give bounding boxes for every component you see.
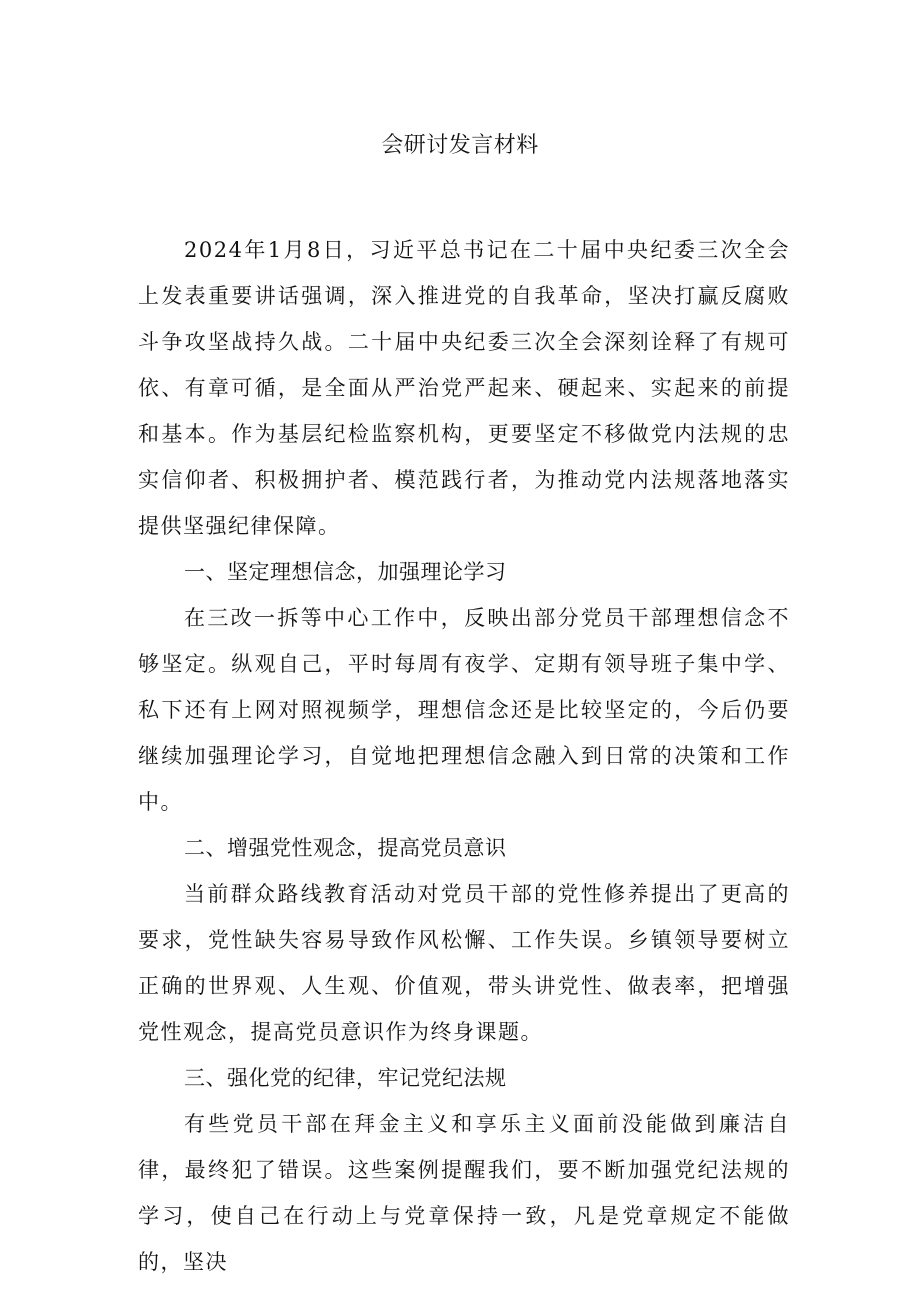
section-3-heading: 三、强化党的纪律，牢记党纪法规: [184, 1066, 507, 1090]
section-1-paragraph: 在三改一拆等中心工作中，反映出部分党员干部理想信念不够坚定。纵观自己，平时每周有夜学、定期有领导班子集中学、私下还有上网对照视频学，理想信念还是比较坚定的，今后仍要继续加强理论学习，自觉地把理想信念融入到日常的决策和工作中。: [138, 606, 790, 814]
section-1-heading: 一、坚定理想信念，加强理论学习: [184, 560, 507, 584]
document-body: [138, 227, 790, 1285]
section-2-paragraph: 当前群众路线教育活动对党员干部的党性修养提出了更高的要求，党性缺失容易导致作风松懈、工作失误。乡镇领导要树立正确的世界观、人生观、价值观，带头讲党性、做表率，把增强党性观念，提高党员意识作为终身课题。: [138, 882, 790, 1044]
document-title: 会研讨发言材料: [381, 133, 539, 158]
section-2-heading: 二、增强党性观念，提高党员意识: [184, 836, 507, 860]
intro-paragraph: 2024年1月8日，习近平总书记在二十届中央纪委三次全会上发表重要讲话强调，深入推进党的自我革命，坚决打赢反腐败斗争攻坚战持久战。二十届中央纪委三次全会深刻诠释了有规可依、有章可循，是全面从严治党严起来、硬起来、实起来的前提和基本。作为基层纪检监察机构，更要坚定不移做党内法规的忠实信仰者、积极拥护者、模范践行者，为推动党内法规落地落实提供坚强纪律保障。: [138, 238, 790, 538]
section-3-paragraph: 有些党员干部在拜金主义和享乐主义面前没能做到廉洁自律，最终犯了错误。这些案例提醒我们，要不断加强党纪法规的学习，使自己在行动上与党章保持一致，凡是党章规定不能做的，坚决: [138, 1112, 790, 1274]
